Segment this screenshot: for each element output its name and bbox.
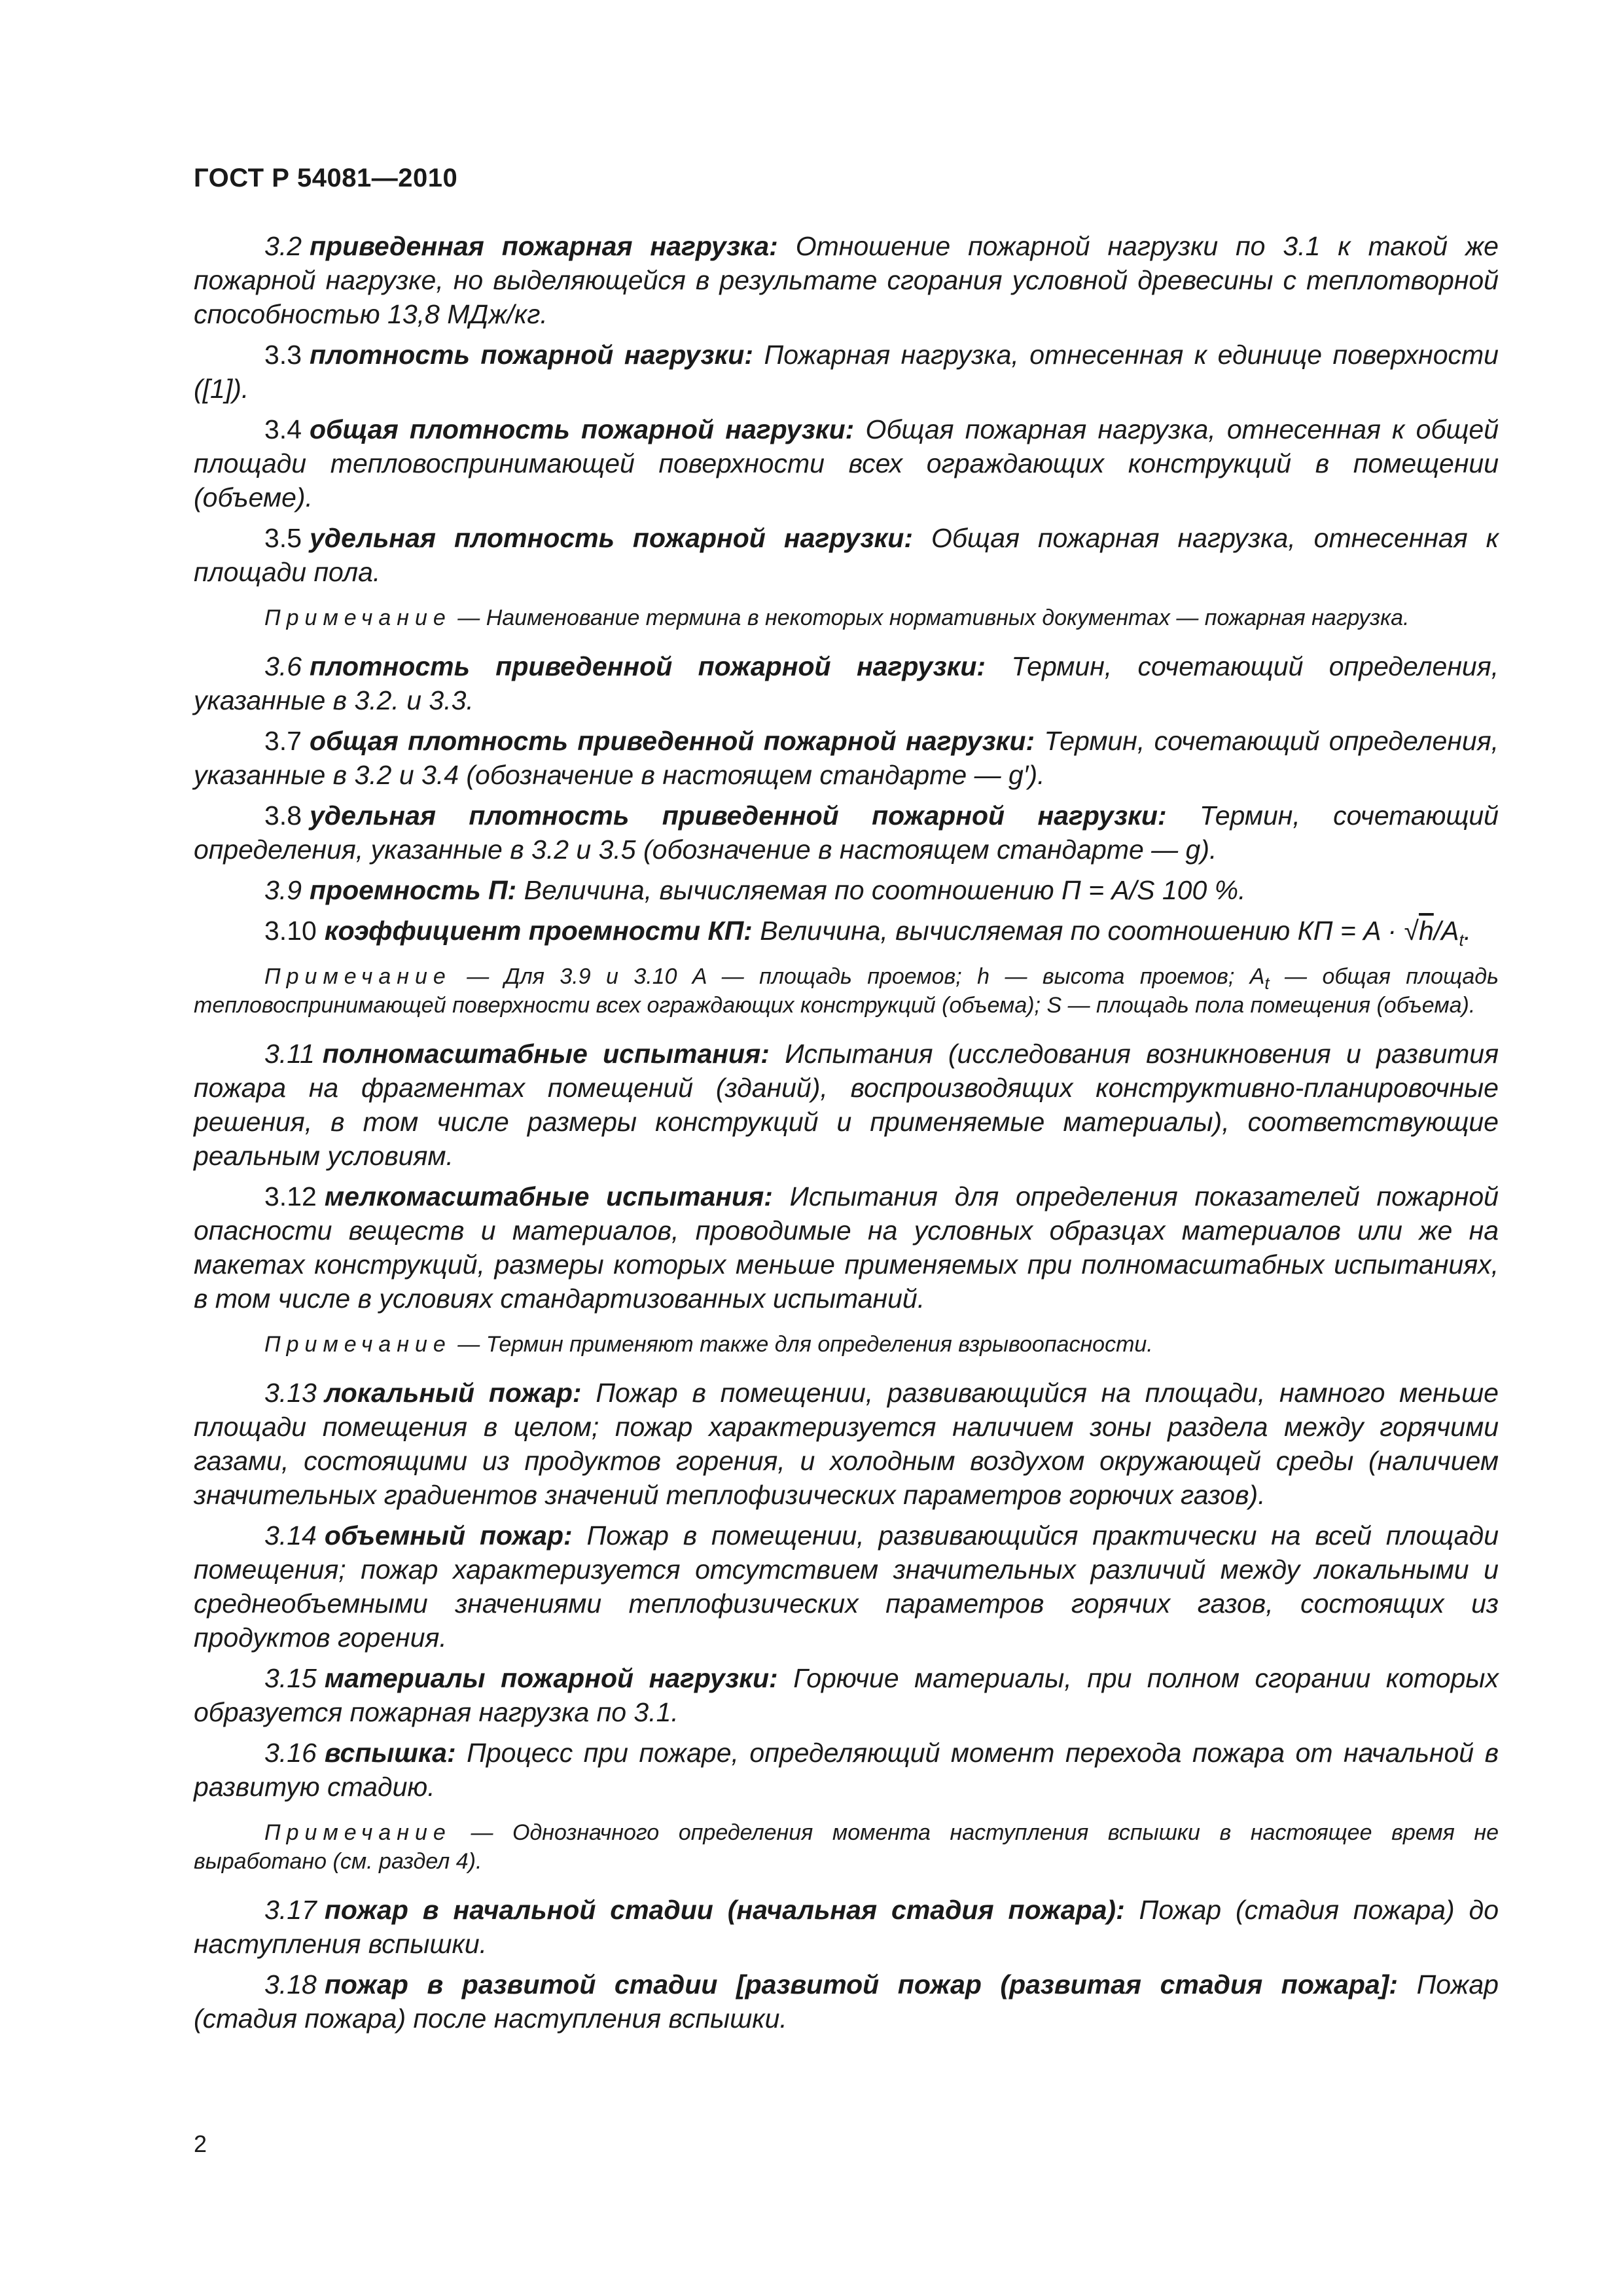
- term-name: объемный пожар:: [324, 1520, 573, 1551]
- term-definition: Испытания (исследования возникновения и развития пожара на фрагментах помещений (зданий), воспроизводящих конструктивно-планировочные решения, в том числе размеры конструкций и применяемые материалы), соответствующие реальным условиям.: [194, 1039, 1499, 1171]
- term-definition: Величина, вычисляемая по соотношению П = A/S 100 %.: [524, 875, 1246, 905]
- term-3-5: [194, 521, 1499, 589]
- clause-number: 3.13: [264, 1378, 317, 1408]
- term-3-2: [194, 229, 1499, 331]
- term-name: локальный пожар:: [324, 1378, 582, 1408]
- term-name: удельная плотность приведенной пожарной нагрузки:: [310, 800, 1167, 831]
- clause-number: 3.18: [264, 1969, 317, 2000]
- term-definition: Пожар в помещении, развивающийся на площади, намного меньше площади помещения в целом; пожар характеризуется наличием зоны раздела между горячими газами, состоящими из продуктов горения, и холодным воздухом окружающей среды (наличием значительных градиентов значений теплофизических параметров горючих газов).: [194, 1378, 1499, 1510]
- term-name: плотность приведенной пожарной нагрузки:: [310, 651, 986, 681]
- term-3-8: [194, 798, 1499, 867]
- clause-number: 3.16: [264, 1738, 317, 1768]
- term-name: коэффициент проемности КП:: [324, 916, 753, 946]
- term-3-13: [194, 1376, 1499, 1512]
- subscript: t: [1264, 973, 1270, 993]
- term-name: полномасштабные испытания:: [322, 1039, 770, 1069]
- clause-number: 3.17: [264, 1895, 317, 1925]
- term-3-18: [194, 1967, 1499, 2036]
- note-text-cont: — общая площадь тепловоспринимающей поверхности всех ограждающих конструкций (объема); S — площадь пола помещения (объема).: [194, 964, 1499, 1018]
- term-name: пожар в начальной стадии (начальная стадия пожара):: [324, 1895, 1125, 1925]
- term-definition: Пожар (стадия пожара) до наступления вспышки.: [194, 1895, 1499, 1959]
- clause-number: 3.9: [264, 875, 302, 905]
- term-definition: Пожар (стадия пожара) после наступления вспышки.: [194, 1969, 1499, 2034]
- clause-number: 3.10: [264, 916, 317, 946]
- clause-number: 3.11: [264, 1039, 315, 1069]
- term-name: мелкомасштабные испытания:: [324, 1181, 773, 1211]
- note-1: [194, 603, 1499, 632]
- term-name: общая плотность приведенной пожарной нагрузки:: [310, 726, 1035, 756]
- term-name: пожар в развитой стадии [развитой пожар (развитая стадия пожара]:: [324, 1969, 1398, 2000]
- clause-number: 3.8: [264, 800, 302, 831]
- term-3-15: [194, 1661, 1499, 1729]
- note-2: [194, 962, 1499, 1020]
- note-text: — Наименование термина в некоторых нормативных документах — пожарная нагрузка.: [457, 605, 1410, 630]
- term-name: общая плотность пожарной нагрузки:: [310, 414, 855, 444]
- term-name: удельная плотность пожарной нагрузки:: [310, 523, 913, 553]
- term-name: материалы пожарной нагрузки:: [324, 1663, 778, 1693]
- clause-number: 3.12: [264, 1181, 317, 1211]
- note-3: [194, 1330, 1499, 1359]
- term-3-10: [194, 914, 1499, 948]
- clause-number: 3.15: [264, 1663, 317, 1693]
- term-3-16: [194, 1736, 1499, 1804]
- term-3-6: [194, 649, 1499, 717]
- clause-number: 3.7: [264, 726, 302, 756]
- radicand: h: [1418, 916, 1434, 946]
- formula-tail: /A: [1433, 916, 1459, 946]
- note-text: — Для 3.9 и 3.10 A — площадь проемов; h — высота проемов; A: [467, 964, 1265, 989]
- sqrt-symbol: √: [1404, 916, 1419, 946]
- clause-number: 3.14: [264, 1520, 317, 1551]
- subscript: t: [1459, 930, 1464, 950]
- term-3-11: [194, 1037, 1499, 1173]
- clause-number: 3.3: [264, 340, 302, 370]
- term-definition: Горючие материалы, при полном сгорании которых образуется пожарная нагрузка по 3.1.: [194, 1663, 1499, 1727]
- document-body: [194, 229, 1499, 2042]
- term-definition: Величина, вычисляемая по соотношению КП = A ·: [760, 916, 1404, 946]
- note-label: Примечание: [264, 605, 452, 630]
- term-definition: Отношение пожарной нагрузки по 3.1 к такой же пожарной нагрузке, но выделяющейся в результате сгорания условной древесины с теплотворной способностью 13,8 МДж/кг.: [194, 231, 1499, 329]
- document-header: ГОСТ Р 54081—2010: [194, 164, 458, 192]
- note-text: — Однозначного определения момента наступления вспышки в настоящее время не выработано (см. раздел 4).: [194, 1820, 1499, 1874]
- note-label: Примечание: [264, 964, 452, 989]
- clause-number: 3.2: [264, 231, 302, 261]
- term-definition: Испытания для определения показателей пожарной опасности веществ и материалов, проводимые на условных образцах материалов или же на макетах конструкций, размеры которых меньше применяемых при полномасштабных испытаниях, в том числе в условиях стандартизованных испытаний.: [194, 1181, 1499, 1314]
- term-definition: Термин, сочетающий определения, указанные в 3.2. и 3.3.: [194, 651, 1499, 715]
- term-3-9: [194, 873, 1499, 907]
- term-name: вспышка:: [324, 1738, 456, 1768]
- term-definition: Общая пожарная нагрузка, отнесенная к площади пола.: [194, 523, 1499, 587]
- formula-end: .: [1463, 916, 1472, 946]
- note-text: — Термин применяют также для определения взрывоопасности.: [457, 1332, 1153, 1357]
- term-name: плотность пожарной нагрузки:: [310, 340, 753, 370]
- note-label: Примечание: [264, 1820, 452, 1845]
- term-name: проемность П:: [310, 875, 517, 905]
- term-definition: Общая пожарная нагрузка, отнесенная к общей площади тепловоспринимающей поверхности всех ограждающих конструкций в помещении (объеме).: [194, 414, 1499, 512]
- term-3-14: [194, 1518, 1499, 1655]
- note-label: Примечание: [264, 1332, 452, 1357]
- note-4: [194, 1818, 1499, 1876]
- term-3-12: [194, 1179, 1499, 1316]
- term-3-4: [194, 412, 1499, 514]
- clause-number: 3.4: [264, 414, 302, 444]
- term-3-7: [194, 724, 1499, 792]
- term-definition: Процесс при пожаре, определяющий момент перехода пожара от начальной в развитую стадию.: [194, 1738, 1499, 1802]
- clause-number: 3.6: [264, 651, 302, 681]
- clause-number: 3.5: [264, 523, 302, 553]
- term-3-3: [194, 338, 1499, 406]
- term-definition: Термин, сочетающий определения, указанные в 3.2 и 3.5 (обозначение в настоящем стандарте — g).: [194, 800, 1499, 865]
- page-number: 2: [194, 2130, 207, 2157]
- term-definition: Пожар в помещении, развивающийся практически на всей площади помещения; пожар характеризуется отсутствием значительных различий между локальными и среднеобъемными значениями теплофизических параметров горячих газов, состоящих из продуктов горения.: [194, 1520, 1499, 1653]
- term-3-17: [194, 1893, 1499, 1961]
- term-name: приведенная пожарная нагрузка:: [310, 231, 778, 261]
- term-definition: Термин, сочетающий определения, указанные в 3.2 и 3.4 (обозначение в настоящем стандарте — g′).: [194, 726, 1499, 790]
- term-definition: Пожарная нагрузка, отнесенная к единице поверхности ([1]).: [194, 340, 1499, 404]
